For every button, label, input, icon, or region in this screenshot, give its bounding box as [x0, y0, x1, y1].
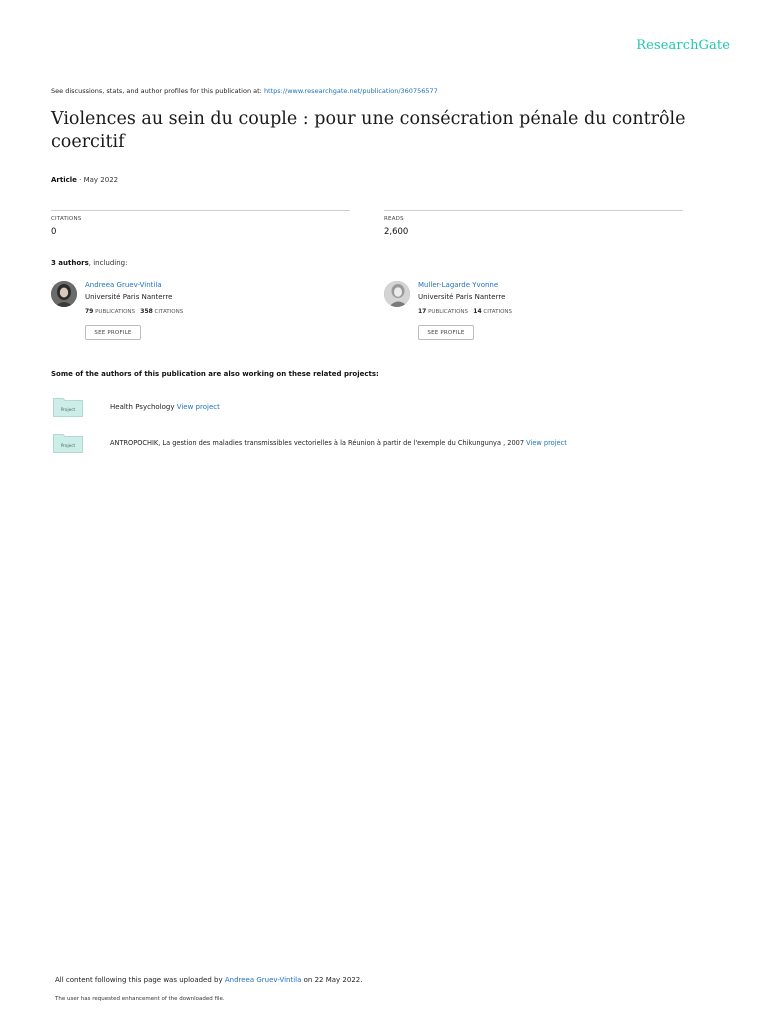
author-citations-label: CITATIONS — [483, 309, 513, 315]
author-citations-label: CITATIONS — [154, 309, 184, 315]
reads-value: 2,600 — [384, 227, 409, 237]
see-profile-button[interactable]: SEE PROFILE — [85, 325, 141, 340]
author-publications-label: PUBLICATIONS — [428, 309, 469, 315]
citations-label: CITATIONS — [51, 216, 82, 222]
publication-type: Article — [51, 176, 77, 184]
citations-divider — [51, 210, 350, 211]
author-photo-icon — [384, 281, 410, 307]
see-profile-button[interactable]: SEE PROFILE — [418, 325, 474, 340]
author-avatar[interactable] — [384, 281, 410, 307]
project-icon-label: Project — [60, 407, 76, 412]
project-title: ANTROPOCHIK, La gestion des maladies transmissibles vectorielles à la Réunion à partir de l'exemple du Chikungunya , 2007 — [110, 439, 527, 447]
author-publications-count: 79 — [85, 308, 94, 315]
author-stats — [85, 308, 183, 315]
project-item — [110, 403, 220, 411]
upload-date: on 22 May 2022. — [301, 976, 363, 984]
project-title: Health Psychology — [110, 403, 177, 411]
author-institution: Université Paris Nanterre — [85, 293, 173, 301]
enhancement-notice: The user has requested enhancement of the downloaded file. — [55, 996, 225, 1002]
reads-divider — [384, 210, 683, 211]
project-folder-icon[interactable] — [53, 397, 83, 417]
author-citations-count: 358 — [140, 308, 153, 315]
view-project-link[interactable]: View project — [526, 439, 567, 447]
authors-suffix: , including: — [88, 259, 128, 267]
reads-label: READS — [384, 216, 404, 222]
upload-notice — [55, 976, 362, 984]
author-name-link[interactable]: Muller-Lagarde Yvonne — [418, 281, 499, 289]
author-publications-count: 17 — [418, 308, 427, 315]
author-publications-label: PUBLICATIONS — [95, 309, 136, 315]
researchgate-logo[interactable]: ResearchGate — [636, 38, 730, 53]
author-institution: Université Paris Nanterre — [418, 293, 506, 301]
upload-prefix: All content following this page was uploaded by — [55, 976, 225, 984]
publication-meta — [51, 176, 118, 184]
authors-heading — [51, 259, 127, 267]
author-stats — [418, 308, 512, 315]
project-item — [110, 439, 567, 447]
project-icon-label: Project — [60, 443, 76, 448]
author-photo-icon — [51, 281, 77, 307]
citations-value: 0 — [51, 227, 57, 237]
publication-date: · May 2022 — [76, 176, 119, 184]
publication-url-link[interactable]: https://www.researchgate.net/publication/360756577 — [263, 87, 438, 95]
discussion-line — [51, 87, 438, 95]
authors-count: 3 authors — [51, 259, 89, 267]
discussion-prefix: See discussions, stats, and author profiles for this publication at: — [51, 87, 264, 95]
view-project-link[interactable]: View project — [176, 403, 220, 411]
related-projects-heading: Some of the authors of this publication are also working on these related projects: — [51, 370, 379, 378]
author-name-link[interactable]: Andreea Gruev-Vintila — [85, 281, 162, 289]
publication-title: Violences au sein du couple : pour une consécration pénale du contrôle coercitif — [51, 109, 686, 152]
project-folder-icon[interactable] — [53, 433, 83, 453]
author-avatar[interactable] — [51, 281, 77, 307]
author-citations-count: 14 — [473, 308, 482, 315]
uploader-link[interactable]: Andreea Gruev-Vintila — [224, 976, 302, 984]
